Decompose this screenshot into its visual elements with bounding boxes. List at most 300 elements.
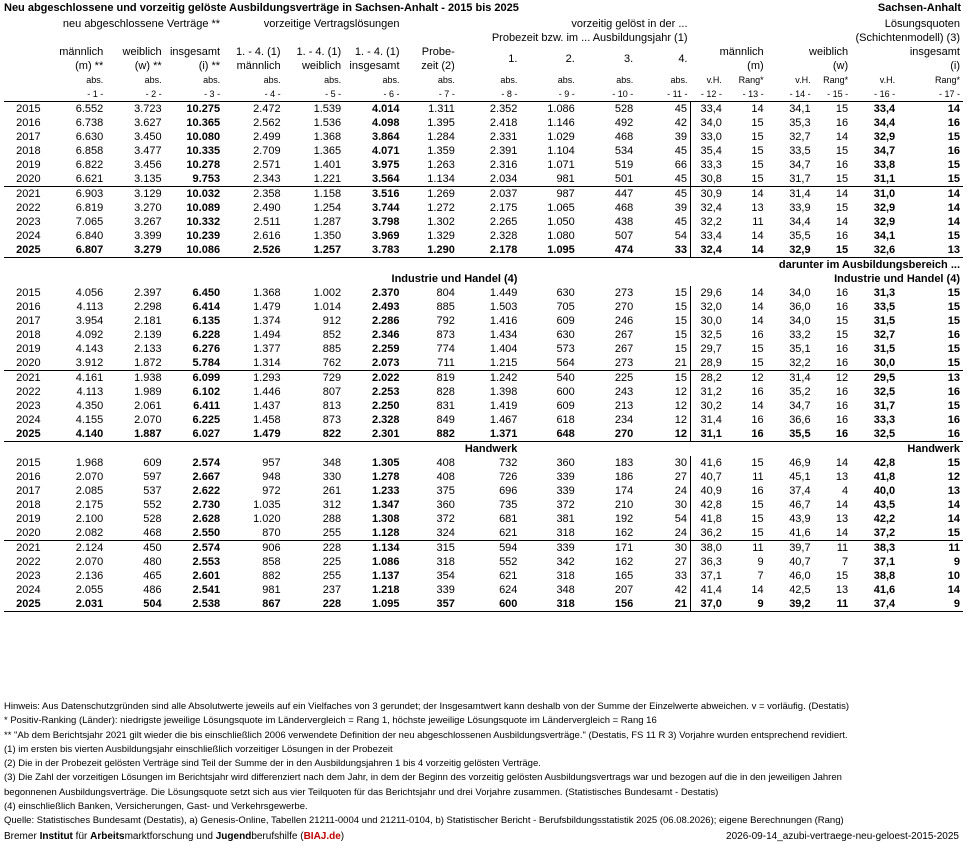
table-cell: 552 (143, 499, 162, 511)
table-cell: 29,7 (691, 342, 725, 356)
header-c7: Probe- (421, 46, 455, 58)
table-cell: 2.622 (192, 485, 221, 497)
header-c14-num: - 14 - (767, 87, 814, 102)
row-year: 2015 (16, 103, 41, 115)
table-cell: 519 (614, 159, 634, 171)
table-cell: 1.263 (427, 159, 455, 171)
table-cell: 31,4 (789, 372, 811, 384)
table-cell: 14 (947, 513, 960, 525)
table-cell: 14 (751, 584, 764, 596)
table-cell: 9 (898, 597, 963, 612)
table-row (4, 172, 963, 187)
biaj-link[interactable]: BIAJ.de (303, 831, 341, 842)
note-line: * Positiv-Ranking (Länder): niedrigste jeweilige Lösungsquote im Ländervergleich = Rang 1, höchste jeweilige Lösungsquote im Ländervergleich = Rang 16 (4, 715, 657, 727)
table-cell: 1.272 (427, 202, 455, 214)
table-cell: 14 (814, 526, 852, 541)
table-cell: 873 (322, 414, 342, 426)
table-cell: 468 (614, 202, 634, 214)
table-cell: 31,3 (873, 287, 896, 299)
table-cell: 813 (322, 400, 342, 412)
header-group-dissolved: vorzeitig gelöst in der ... (571, 18, 688, 30)
table-cell: 2.031 (44, 597, 107, 612)
table-cell: 33,0 (691, 130, 725, 144)
table-cell: 4 (842, 485, 849, 497)
header-c1: männlich (59, 46, 104, 58)
table-cell: 14 (835, 457, 849, 469)
table-cell: 207 (614, 584, 634, 596)
table-cell: 2.553 (192, 556, 221, 568)
table-cell: 186 (614, 471, 634, 483)
table-cell: 1.494 (253, 329, 281, 341)
table-cell: 41,8 (691, 512, 725, 526)
table-cell: 16 (751, 386, 764, 398)
table-cell: 2.316 (489, 159, 518, 171)
table-cell: 28,2 (691, 371, 725, 386)
table-cell: 45 (674, 103, 687, 115)
table-cell: 14 (947, 499, 960, 511)
table-cell: 12 (674, 414, 687, 426)
table-cell: 35,4 (691, 144, 725, 158)
table-cell: 4.071 (372, 145, 400, 157)
table-cell: 54 (674, 513, 687, 525)
table-cell: 2.133 (134, 343, 162, 355)
table-cell: 870 (223, 526, 284, 541)
table-cell: 1.419 (489, 400, 518, 412)
header-c2: weiblich (122, 46, 162, 58)
table-cell: 1.872 (106, 356, 164, 371)
table-cell: 474 (578, 243, 636, 258)
table-cell: 2.070 (134, 414, 162, 426)
header-c6-sub: insgesamt (349, 60, 400, 72)
table-cell: 37,4 (789, 485, 811, 497)
table-cell: 1.887 (106, 427, 164, 442)
table-cell: 528 (614, 103, 634, 115)
header-c9: 2. (565, 53, 575, 65)
table-cell: 1.374 (253, 315, 281, 327)
table-cell: 2.034 (458, 172, 521, 187)
table-row (4, 314, 963, 328)
table-cell: 792 (436, 315, 455, 327)
header-c2-num: - 2 - (106, 87, 164, 102)
table-cell: 2.124 (75, 542, 104, 554)
table-cell: 1.539 (313, 103, 342, 115)
header-c10-num: - 10 - (578, 87, 636, 102)
table-cell: 6.135 (192, 315, 221, 327)
table-cell: 1.293 (253, 372, 281, 384)
table-cell: 360 (556, 457, 575, 469)
table-cell: 1.359 (427, 145, 455, 157)
table-row (4, 116, 963, 130)
row-year: 2020 (4, 172, 44, 187)
table-cell: 2.490 (253, 202, 281, 214)
table-cell: 1.989 (134, 386, 162, 398)
table-cell: 31,2 (691, 385, 725, 399)
table-cell: 1.137 (372, 570, 400, 582)
table-cell: 3.723 (134, 103, 162, 115)
table-cell: 7 (842, 556, 849, 568)
table-cell: 54 (674, 230, 687, 242)
table-cell: 354 (436, 570, 455, 582)
table-cell: 15 (751, 513, 764, 525)
table-cell: 564 (520, 356, 577, 371)
table-cell: 4.350 (75, 400, 104, 412)
table-cell: 2.571 (253, 159, 281, 171)
table-cell: 66 (674, 159, 687, 171)
table-cell: 15 (814, 243, 852, 258)
table-cell: 30,0 (851, 356, 898, 371)
table-cell: 267 (614, 329, 634, 341)
table-cell: 14 (947, 202, 960, 214)
table-cell: 273 (614, 287, 634, 299)
table-cell: 2.550 (165, 526, 223, 541)
row-year: 2019 (16, 513, 41, 525)
table-cell: 681 (499, 513, 518, 525)
row-year: 2022 (16, 202, 41, 214)
table-cell: 2.562 (253, 117, 281, 129)
note-line: begonnenen Ausbildungsverträge. Die Lösungsquote setzt sich aus vier Teilquoten für das Berichtsjahr und drei Vorjahre zusammen. (Statistisches Bundesamt - Destatis) (4, 786, 719, 798)
header-c4-sub: männlich (236, 60, 281, 72)
row-year: 2019 (16, 343, 41, 355)
table-cell: 981 (262, 584, 281, 596)
row-year: 2016 (16, 301, 41, 313)
table-cell: 192 (614, 513, 634, 525)
table-row (4, 484, 963, 498)
table-cell: 2.472 (253, 103, 281, 115)
table-cell: 3.954 (75, 315, 104, 327)
table-cell: 621 (458, 526, 521, 541)
table-cell: 32,9 (873, 216, 896, 228)
table-cell: 1.029 (547, 131, 575, 143)
table-cell: 31,5 (873, 343, 896, 355)
table-cell: 12 (674, 386, 687, 398)
notes (4, 700, 963, 829)
table-row (4, 300, 963, 314)
table-cell: 885 (322, 343, 342, 355)
table-row (4, 201, 963, 215)
table-cell: 255 (284, 526, 345, 541)
table-cell: 24 (636, 526, 690, 541)
table-cell: 1.278 (372, 471, 400, 483)
table-cell: 6.450 (192, 287, 221, 299)
table-row (4, 427, 963, 442)
table-cell: 468 (614, 131, 634, 143)
table-row (4, 356, 963, 371)
table-cell: 15 (947, 159, 960, 171)
row-year: 2022 (16, 556, 41, 568)
table-cell: 804 (436, 287, 455, 299)
table-cell: 624 (499, 584, 518, 596)
table-cell: 2.085 (75, 485, 104, 497)
table-cell: 33,4 (873, 103, 896, 115)
table-cell: 28,9 (691, 356, 725, 371)
table-cell: 27 (674, 471, 687, 483)
table-cell: 534 (614, 145, 634, 157)
table-cell: 2.181 (134, 315, 162, 327)
table-cell: 360 (436, 499, 455, 511)
table-cell: 42,8 (691, 498, 725, 512)
table-cell: 34,0 (789, 287, 811, 299)
table-cell: 41,4 (691, 583, 725, 597)
table-cell: 13 (835, 584, 849, 596)
header-c6-unit: abs. (382, 75, 400, 85)
table-cell: 15 (835, 315, 849, 327)
header-quota-m-sub: (m) (747, 60, 764, 72)
table-cell: 3.912 (44, 356, 107, 371)
table-cell: 34,0 (691, 116, 725, 130)
section-label: darunter im Ausbildungsbereich ... (778, 259, 960, 271)
header-c1-unit: abs. (86, 75, 104, 85)
table-cell: 2.328 (372, 414, 400, 426)
header-c16-num: - 16 - (851, 87, 898, 102)
table-cell: 372 (436, 513, 455, 525)
table-cell: 15 (947, 301, 960, 313)
table-cell: 849 (436, 414, 455, 426)
table-cell: 4.014 (372, 103, 400, 115)
header-c1-num: - 1 - (44, 87, 107, 102)
table-cell: 2.265 (489, 216, 518, 228)
table-cell: 2.574 (192, 542, 221, 554)
table-cell: 35,3 (789, 117, 811, 129)
table-cell: 732 (499, 457, 518, 469)
table-cell: 29,5 (873, 372, 896, 384)
table-cell: 6.225 (192, 414, 221, 426)
table-cell: 6.807 (44, 243, 107, 258)
table-cell: 9 (725, 597, 767, 612)
table-cell: 609 (556, 400, 575, 412)
table-cell: 12 (751, 372, 764, 384)
table-cell: 42 (674, 584, 687, 596)
table-cell: 735 (499, 499, 518, 511)
table-cell: 2.082 (44, 526, 107, 541)
table-row (4, 555, 963, 569)
table-cell: 39,7 (789, 542, 811, 554)
table-cell: 38,8 (873, 570, 896, 582)
table-cell: 16 (947, 117, 960, 129)
table-cell: 2.493 (372, 301, 400, 313)
table-cell: 14 (947, 188, 960, 200)
table-cell: 16 (835, 400, 849, 412)
table-cell: 762 (284, 356, 345, 371)
table-cell: 11 (752, 216, 764, 228)
table-cell: 40,7 (691, 470, 725, 484)
table-cell: 2.397 (134, 287, 162, 299)
table-cell: 270 (578, 427, 636, 442)
table-cell: 1.329 (427, 230, 455, 242)
table-cell: 1.458 (253, 414, 281, 426)
header-quota-w-sub: (w) (832, 60, 849, 72)
header-c5-unit: abs. (324, 75, 342, 85)
table-cell: 31,1 (691, 427, 725, 442)
table-cell: 15 (751, 457, 764, 469)
table-cell: 174 (614, 485, 634, 497)
table-cell: 2.628 (192, 513, 221, 525)
table-cell: 3.477 (134, 145, 162, 157)
table-cell: 10.332 (186, 216, 221, 228)
table-cell: 6.414 (192, 301, 221, 313)
table-cell: 6.621 (44, 172, 107, 187)
table-cell: 1.158 (313, 188, 342, 200)
table-cell: 31,1 (851, 172, 898, 187)
table-cell: 32,5 (851, 427, 898, 442)
table-cell: 35,1 (789, 343, 811, 355)
header-c6: 1. - 4. (1) (354, 46, 400, 58)
table-cell: 372 (556, 499, 575, 511)
table-cell: 2.616 (253, 230, 281, 242)
table-cell: 972 (262, 485, 281, 497)
table-row (4, 569, 963, 583)
header-c3-unit: abs. (203, 75, 221, 85)
table-cell: 831 (436, 400, 455, 412)
header-c6-num: - 6 - (344, 87, 402, 102)
table-cell: 15 (835, 145, 849, 157)
table-cell: 1.146 (547, 117, 575, 129)
row-year: 2024 (16, 414, 41, 426)
table-cell: 12 (947, 471, 960, 483)
table-cell: 15 (814, 172, 852, 187)
region-label: Sachsen-Anhalt (877, 2, 961, 14)
header-c3-sub: (i) ** (198, 60, 221, 72)
header-quota-w: weiblich (809, 46, 849, 58)
table-cell: 32,5 (691, 328, 725, 342)
table-cell: 2.499 (253, 131, 281, 143)
table-cell: 37,4 (851, 597, 898, 612)
data-table (4, 17, 963, 612)
table-cell: 21 (636, 597, 690, 612)
table-cell: 15 (835, 329, 849, 341)
table-cell: 1.446 (253, 386, 281, 398)
table-cell: 267 (614, 343, 634, 355)
table-cell: 594 (499, 542, 518, 554)
section-name-right: Industrie und Handel (4) (834, 273, 960, 285)
table-cell: 39,2 (767, 597, 814, 612)
table-cell: 273 (578, 356, 636, 371)
table-cell: 1.128 (344, 526, 402, 541)
table-cell: 465 (143, 570, 162, 582)
table-cell: 15 (898, 526, 963, 541)
table-cell: 987 (556, 188, 575, 200)
table-cell: 1.302 (427, 216, 455, 228)
header-c7-unit: abs. (437, 75, 455, 85)
table-cell: 171 (614, 542, 634, 554)
table-cell: 11 (752, 471, 764, 483)
table-cell: 7.065 (75, 216, 104, 228)
table-cell: 156 (578, 597, 636, 612)
table-cell: 33,5 (873, 301, 896, 313)
table-cell: 507 (614, 230, 634, 242)
table-cell: 2.178 (458, 243, 521, 258)
table-cell: 15 (947, 400, 960, 412)
table-cell: 15 (947, 343, 960, 355)
table-cell: 1.314 (223, 356, 284, 371)
table-cell: 42 (674, 117, 687, 129)
table-cell: 32,0 (691, 300, 725, 314)
table-cell: 3.744 (372, 202, 400, 214)
row-year: 2023 (16, 216, 41, 228)
table-cell: 348 (556, 584, 575, 596)
header-c10: 3. (624, 53, 634, 65)
table-cell: 40,7 (789, 556, 811, 568)
table-cell: 16 (947, 414, 960, 426)
table-cell: 228 (322, 542, 342, 554)
table-cell: 15 (725, 172, 767, 187)
header-c12-num: - 12 - (691, 87, 725, 102)
table-cell: 3.279 (106, 243, 164, 258)
table-cell: 14 (751, 400, 764, 412)
table-cell: 2.352 (489, 103, 518, 115)
table-cell: 2.139 (134, 329, 162, 341)
table-row (4, 328, 963, 342)
table-cell: 2.037 (489, 188, 518, 200)
table-cell: 2.022 (372, 372, 400, 384)
table-cell: 1.437 (253, 400, 281, 412)
header-c9-unit: abs. (557, 75, 575, 85)
table-cell: 6.858 (75, 145, 104, 157)
table-cell: 2.346 (372, 329, 400, 341)
table-row (4, 102, 963, 117)
header-c4-unit: abs. (263, 75, 281, 85)
table-cell: 12 (674, 400, 687, 412)
table-cell: 2.328 (489, 230, 518, 242)
table-cell: 13 (835, 513, 849, 525)
table-cell: 312 (322, 499, 342, 511)
table-cell: 4.098 (372, 117, 400, 129)
row-year: 2017 (16, 485, 41, 497)
table-cell: 35,5 (767, 427, 814, 442)
table-cell: 33,4 (691, 229, 725, 243)
header-c7-sub: zeit (2) (421, 60, 455, 72)
table-cell: 1.287 (313, 216, 342, 228)
table-cell: 858 (262, 556, 281, 568)
header-c11-num: - 11 - (636, 87, 690, 102)
table-cell: 21 (636, 356, 690, 371)
table-cell: 24 (674, 485, 687, 497)
table-cell: 867 (223, 597, 284, 612)
table-cell: 2.100 (75, 513, 104, 525)
table-cell: 906 (262, 542, 281, 554)
table-cell: 729 (322, 372, 342, 384)
table-cell: 37,1 (873, 556, 896, 568)
table-cell: 15 (898, 172, 963, 187)
table-cell: 14 (751, 287, 764, 299)
table-cell: 1.308 (372, 513, 400, 525)
table-cell: 501 (578, 172, 636, 187)
row-year: 2021 (16, 542, 41, 554)
table-cell: 2.730 (192, 499, 221, 511)
table-cell: 45 (636, 172, 690, 187)
table-cell: 1.050 (547, 216, 575, 228)
section-name: Industrie und Handel (4) (391, 273, 518, 285)
table-cell: 2.259 (372, 343, 400, 355)
table-cell: 1.434 (489, 329, 518, 341)
table-cell: 14 (751, 188, 764, 200)
table-cell: 246 (614, 315, 634, 327)
table-row (4, 215, 963, 229)
table-cell: 38,0 (691, 541, 725, 556)
table-cell: 15 (947, 457, 960, 469)
table-cell: 2.541 (192, 584, 221, 596)
table-cell: 32,6 (851, 243, 898, 258)
table-cell: 6.630 (75, 131, 104, 143)
table-cell: 1.134 (403, 172, 458, 187)
table-cell: 29,6 (691, 286, 725, 300)
table-row (4, 286, 963, 300)
table-row (4, 342, 963, 356)
header-c14-unit: v.H. (795, 75, 811, 85)
table-cell: 597 (143, 471, 162, 483)
table-cell: 480 (143, 556, 162, 568)
table-cell: 45,1 (789, 471, 811, 483)
table-cell: 31,4 (691, 413, 725, 427)
